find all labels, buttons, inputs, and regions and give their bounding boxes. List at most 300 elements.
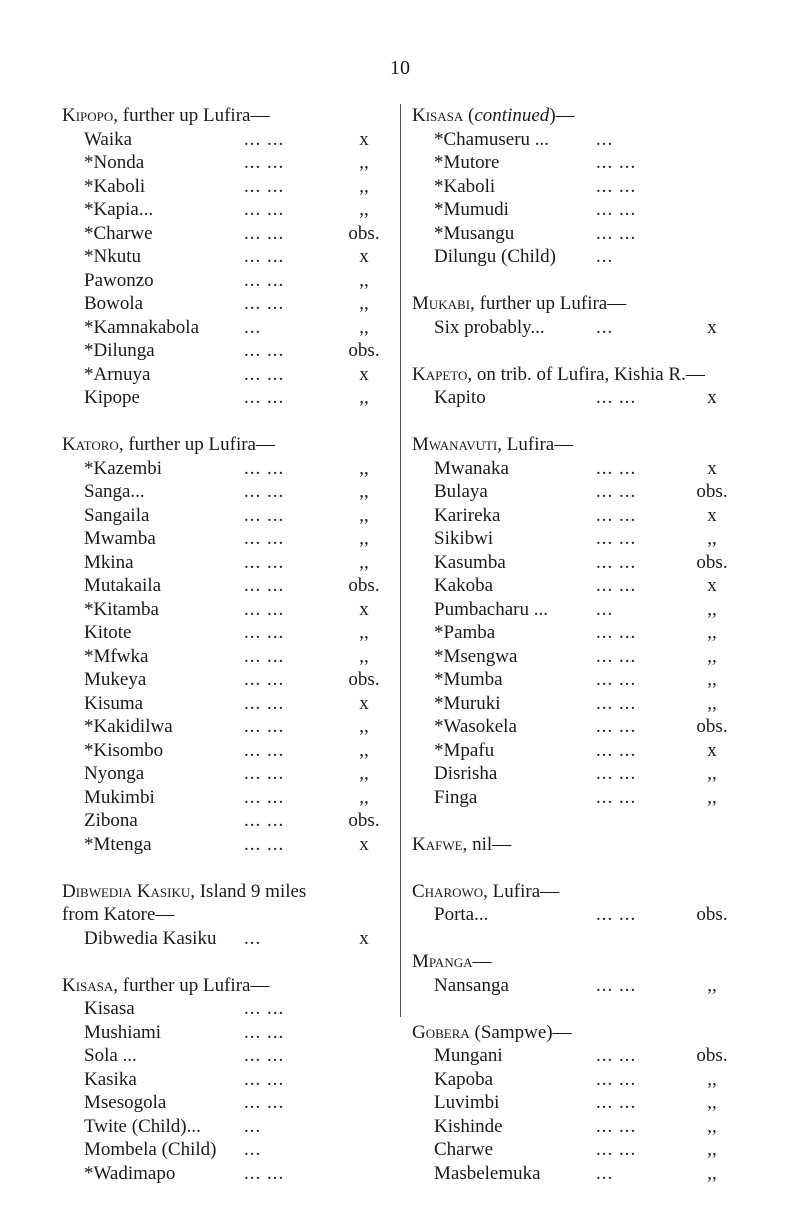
page-number: 10 — [390, 57, 410, 79]
entry-name: Mukimbi — [84, 786, 155, 808]
entry-mark: ,, — [707, 528, 717, 549]
leader-dots: ... ... — [596, 645, 637, 667]
entry-mark: ,, — [707, 1115, 717, 1137]
entry-name: Msesogola — [84, 1092, 167, 1113]
entry-mark: ,, — [707, 763, 717, 784]
heading-rest: Island 9 miles — [194, 880, 307, 902]
entry-name: *Wasokela — [434, 716, 517, 737]
list-item — [62, 551, 392, 575]
leader-dots: ... ... — [596, 387, 637, 408]
section-right-7 — [412, 1021, 792, 1186]
entry-name: *Pamba — [434, 622, 496, 643]
list-item — [412, 222, 792, 246]
entry-mark: ,, — [707, 1068, 717, 1090]
entry-name: *Kaboli — [84, 175, 146, 197]
heading-rest: nil— — [467, 833, 512, 855]
leader-dots: ... ... — [244, 1068, 285, 1090]
section-right-1 — [412, 292, 792, 339]
entry-mark: ,, — [359, 528, 369, 549]
entry-name: Kishinde — [434, 1115, 503, 1137]
leader-dots: ... — [244, 927, 262, 949]
list-item — [62, 292, 392, 316]
section-left-0 — [62, 104, 392, 410]
leader-dots: ... — [244, 1139, 262, 1160]
list-item — [412, 739, 792, 763]
section-right-4 — [412, 833, 792, 857]
list-item — [62, 1091, 392, 1115]
list-item — [412, 1068, 792, 1092]
list-item — [62, 927, 392, 951]
list-item — [412, 551, 792, 575]
entry-name: *Kazembi — [84, 457, 163, 479]
entry-mark: ,, — [359, 175, 369, 197]
heading-name: Dibwedia Kasiku, — [62, 880, 195, 902]
list-item — [412, 1044, 792, 1068]
entry-mark: obs. — [348, 340, 380, 361]
leader-dots: ... ... — [596, 763, 637, 784]
entry-mark: ,, — [707, 622, 717, 643]
entry-name: Kisuma — [84, 692, 144, 714]
list-item — [412, 316, 792, 340]
leader-dots: ... ... — [596, 1092, 637, 1113]
section-right-2 — [412, 363, 792, 410]
list-item — [62, 1138, 392, 1162]
entry-mark: obs. — [696, 716, 728, 737]
heading-name: Kisasa, — [62, 974, 119, 996]
entry-name: Mkina — [84, 551, 134, 573]
entry-name: Dibwedia Kasiku — [84, 927, 217, 949]
entry-mark: ,, — [359, 293, 369, 314]
leader-dots: ... ... — [244, 1045, 285, 1066]
leader-dots: ... ... — [596, 974, 637, 996]
entry-mark: obs. — [696, 551, 728, 573]
entry-name: *Charwe — [84, 222, 153, 244]
list-item — [412, 457, 792, 481]
leader-dots: ... ... — [244, 669, 285, 690]
heading-name: Kipopo, — [62, 105, 119, 126]
section-heading — [62, 104, 392, 128]
entry-name: Zibona — [84, 810, 138, 831]
heading-rest: Lufira— — [487, 880, 560, 902]
leader-dots: ... ... — [596, 1068, 637, 1090]
entry-name: Sanga... — [84, 481, 145, 502]
list-item — [62, 715, 392, 739]
list-item — [62, 997, 392, 1021]
entry-name: Kapoba — [434, 1068, 494, 1090]
entry-name: *Muruki — [434, 692, 501, 714]
leader-dots: ... ... — [244, 645, 285, 667]
entry-mark: ,, — [359, 504, 369, 526]
list-item — [412, 128, 792, 152]
entry-name: *Mutore — [434, 152, 500, 173]
entry-mark: ,, — [359, 199, 369, 220]
entry-name: Sangaila — [84, 504, 150, 526]
entry-name: Pawonzo — [84, 269, 154, 291]
entry-mark: obs. — [348, 222, 380, 244]
list-item — [412, 504, 792, 528]
list-item — [412, 762, 792, 786]
list-item — [62, 175, 392, 199]
entry-name: Kasumba — [434, 551, 506, 573]
entry-name: *Mumba — [434, 669, 503, 690]
section-heading — [62, 974, 392, 998]
leader-dots: ... ... — [244, 716, 285, 737]
entry-name: Disrisha — [434, 763, 498, 784]
entry-name: Six probably... — [434, 316, 545, 338]
list-item — [412, 598, 792, 622]
leader-dots: ... — [596, 246, 614, 267]
entry-name: *Mumudi — [434, 199, 509, 220]
entry-name: Nyonga — [84, 763, 145, 784]
list-item — [62, 527, 392, 551]
leader-dots: ... ... — [596, 528, 637, 549]
leader-dots: ... ... — [596, 457, 637, 479]
entry-mark: ,, — [707, 1162, 717, 1184]
leader-dots: ... ... — [596, 1115, 637, 1137]
entry-name: *Mpafu — [434, 739, 495, 761]
heading-rest: on trib. of Lufira, Kishia R.— — [472, 363, 705, 385]
leader-dots: ... ... — [596, 669, 637, 690]
section-left-2 — [62, 880, 392, 951]
list-item — [62, 480, 392, 504]
entry-mark: obs. — [348, 810, 380, 831]
list-item — [412, 903, 792, 927]
entry-mark: x — [359, 246, 369, 267]
entry-name: Kapito — [434, 387, 486, 408]
leader-dots: ... ... — [244, 528, 285, 549]
leader-dots: ... ... — [244, 1021, 285, 1043]
entry-name: *Mtenga — [84, 833, 152, 855]
section-heading — [412, 833, 792, 857]
list-item — [412, 786, 792, 810]
entry-mark: ,, — [359, 763, 369, 784]
section-heading — [412, 433, 792, 457]
entry-mark: x — [359, 363, 369, 385]
entry-mark: ,, — [359, 316, 369, 338]
section-left-1 — [62, 433, 392, 856]
leader-dots: ... — [596, 128, 614, 150]
list-item — [62, 128, 392, 152]
entry-mark: obs. — [348, 575, 380, 596]
leader-dots: ... ... — [244, 833, 285, 855]
leader-dots: ... ... — [244, 199, 285, 220]
entry-name: *Dilunga — [84, 340, 155, 361]
leader-dots: ... — [244, 1115, 262, 1137]
entry-mark: x — [707, 504, 717, 526]
section-heading — [412, 292, 792, 316]
list-item — [412, 386, 792, 410]
leader-dots: ... — [244, 316, 262, 338]
entry-mark: x — [359, 598, 369, 620]
entry-name: Waika — [84, 128, 133, 150]
right-column — [412, 104, 792, 1209]
leader-dots: ... ... — [244, 622, 285, 643]
entry-name: *Kamnakabola — [84, 316, 200, 338]
leader-dots: ... — [596, 316, 614, 338]
heading-rest: (continued)— — [463, 105, 575, 126]
entry-name: Mwanaka — [434, 457, 509, 479]
list-item — [62, 668, 392, 692]
list-item — [62, 809, 392, 833]
list-item — [62, 786, 392, 810]
section-left-3 — [62, 974, 392, 1186]
list-item — [412, 715, 792, 739]
list-item — [412, 175, 792, 199]
list-item — [62, 151, 392, 175]
leader-dots: ... ... — [596, 481, 637, 502]
entry-mark: ,, — [707, 786, 717, 808]
entry-name: Twite (Child)... — [84, 1115, 201, 1137]
entry-mark: x — [707, 457, 717, 479]
list-item — [412, 1091, 792, 1115]
entry-mark: ,, — [359, 786, 369, 808]
list-item — [62, 339, 392, 363]
entry-mark: x — [707, 575, 717, 596]
leader-dots: ... ... — [596, 551, 637, 573]
list-item — [412, 645, 792, 669]
heading-name: Gobera — [412, 1021, 470, 1043]
list-item — [62, 316, 392, 340]
heading-rest: further up Lufira— — [118, 974, 270, 996]
list-item — [412, 1138, 792, 1162]
list-item — [62, 504, 392, 528]
entry-mark: ,, — [707, 974, 717, 996]
list-item — [412, 574, 792, 598]
entry-name: Mutakaila — [84, 575, 162, 596]
list-item — [412, 974, 792, 998]
section-heading — [412, 1021, 792, 1045]
section-right-6 — [412, 950, 792, 997]
leader-dots: ... ... — [596, 692, 637, 714]
leader-dots: ... ... — [244, 293, 285, 314]
leader-dots: ... ... — [596, 175, 637, 197]
entry-name: Mombela (Child) — [84, 1139, 217, 1160]
section-heading — [62, 433, 392, 457]
leader-dots: ... ... — [244, 363, 285, 385]
entry-mark: ,, — [359, 645, 369, 667]
leader-dots: ... — [596, 1162, 614, 1184]
section-heading-line2: from Katore— — [62, 904, 175, 925]
leader-dots: ... ... — [596, 152, 637, 173]
entry-name: *Musangu — [434, 222, 515, 244]
leader-dots: ... ... — [596, 786, 637, 808]
leader-dots: ... ... — [596, 716, 637, 737]
entry-mark: obs. — [348, 669, 380, 690]
leader-dots: ... ... — [244, 551, 285, 573]
entry-name: Sikibwi — [434, 528, 494, 549]
entry-mark: ,, — [707, 1139, 717, 1160]
entry-name: Kipope — [84, 387, 140, 408]
list-item — [62, 833, 392, 857]
entry-name: Sola ... — [84, 1045, 137, 1066]
entry-mark: x — [359, 128, 369, 150]
entry-mark: obs. — [696, 904, 728, 925]
entry-mark: ,, — [707, 669, 717, 690]
list-item — [62, 1115, 392, 1139]
leader-dots: ... ... — [244, 998, 285, 1019]
leader-dots: ... ... — [244, 810, 285, 831]
list-item — [412, 480, 792, 504]
entry-mark: ,, — [359, 551, 369, 573]
entry-mark: x — [707, 316, 717, 338]
leader-dots: ... ... — [596, 222, 637, 244]
list-item — [62, 739, 392, 763]
entry-mark: ,, — [359, 481, 369, 502]
entry-name: Pumbacharu ... — [434, 598, 548, 620]
heading-name: Kafwe, — [412, 833, 468, 855]
entry-name: Porta... — [434, 904, 489, 925]
entry-mark: ,, — [359, 622, 369, 643]
list-item — [62, 457, 392, 481]
entry-name: Dilungu (Child) — [434, 246, 556, 267]
entry-mark: x — [359, 927, 369, 949]
list-item — [412, 692, 792, 716]
heading-name: Kisasa — [412, 105, 464, 126]
list-item — [62, 692, 392, 716]
leader-dots: ... ... — [244, 269, 285, 291]
heading-name: Kapeto, — [412, 363, 473, 385]
entry-name: *Chamuseru ... — [434, 128, 550, 150]
list-item — [412, 621, 792, 645]
leader-dots: ... ... — [244, 340, 285, 361]
leader-dots: ... ... — [244, 152, 285, 173]
entry-mark: x — [707, 387, 717, 408]
entry-mark: ,, — [707, 645, 717, 667]
entry-mark: ,, — [359, 457, 369, 479]
list-item — [412, 245, 792, 269]
leader-dots: ... ... — [244, 1092, 285, 1113]
leader-dots: ... ... — [244, 504, 285, 526]
entry-mark: ,, — [707, 692, 717, 714]
list-item — [62, 269, 392, 293]
section-right-0 — [412, 104, 792, 269]
entry-name: Karireka — [434, 504, 501, 526]
list-item — [62, 1021, 392, 1045]
list-item — [62, 574, 392, 598]
list-item — [62, 621, 392, 645]
entry-name: Bowola — [84, 293, 144, 314]
entry-name: Kakoba — [434, 575, 494, 596]
section-right-5 — [412, 880, 792, 927]
list-item — [412, 527, 792, 551]
entry-mark: x — [707, 739, 717, 761]
section-heading — [412, 363, 792, 387]
heading-rest: (Sampwe)— — [469, 1021, 572, 1043]
entry-mark: x — [359, 833, 369, 855]
entry-name: Kitote — [84, 622, 132, 643]
list-item — [62, 1044, 392, 1068]
entry-name: Mushiami — [84, 1021, 162, 1043]
list-item — [62, 245, 392, 269]
heading-rest: further up Lufira— — [118, 105, 270, 126]
entry-name: Bulaya — [434, 481, 488, 502]
entry-mark: ,, — [707, 1092, 717, 1113]
list-item — [62, 386, 392, 410]
heading-name: Katoro, — [62, 434, 124, 455]
leader-dots: ... ... — [244, 763, 285, 784]
leader-dots: ... ... — [244, 222, 285, 244]
leader-dots: ... ... — [244, 575, 285, 596]
heading-name: Mpanga— — [412, 951, 492, 972]
leader-dots: ... ... — [244, 457, 285, 479]
heading-italic: continued — [474, 105, 550, 126]
list-item — [62, 363, 392, 387]
list-item — [412, 668, 792, 692]
entry-name: Masbelemuka — [434, 1162, 541, 1184]
entry-name: Mungani — [434, 1045, 503, 1066]
list-item — [62, 762, 392, 786]
list-item — [62, 198, 392, 222]
entry-name: Charwe — [434, 1139, 494, 1160]
entry-name: Mukeya — [84, 669, 147, 690]
entry-mark: ,, — [359, 152, 369, 173]
leader-dots: ... ... — [244, 481, 285, 502]
entry-name: *Mfwka — [84, 645, 149, 667]
column-divider — [400, 104, 401, 1017]
entry-name: Kisasa — [84, 998, 135, 1019]
heading-name: Mukabi, — [412, 293, 475, 314]
section-heading — [412, 104, 792, 128]
entry-mark: obs. — [696, 481, 728, 502]
entry-name: *Kapia... — [84, 199, 154, 220]
heading-rest: further up Lufira— — [474, 293, 627, 314]
entry-name: Nansanga — [434, 974, 509, 996]
leader-dots: ... ... — [596, 199, 637, 220]
list-item — [62, 1068, 392, 1092]
leader-dots: ... — [596, 598, 614, 620]
leader-dots: ... ... — [244, 598, 285, 620]
list-item — [412, 198, 792, 222]
leader-dots: ... ... — [596, 904, 637, 925]
leader-dots: ... ... — [244, 246, 285, 267]
heading-name: Charowo, — [412, 880, 488, 902]
leader-dots: ... ... — [596, 622, 637, 643]
leader-dots: ... ... — [596, 504, 637, 526]
section-heading — [62, 880, 392, 904]
leader-dots: ... ... — [596, 1139, 637, 1160]
entry-mark: ,, — [359, 716, 369, 737]
entry-mark: obs. — [696, 1045, 728, 1066]
entry-name: *Arnuya — [84, 363, 151, 385]
leader-dots: ... ... — [596, 575, 637, 596]
section-heading — [412, 880, 792, 904]
leader-dots: ... ... — [244, 387, 285, 408]
entry-name: Mwamba — [84, 528, 156, 549]
entry-mark: ,, — [359, 387, 369, 408]
leader-dots: ... ... — [244, 1162, 285, 1184]
list-item — [62, 1162, 392, 1186]
list-item — [412, 151, 792, 175]
list-item — [62, 222, 392, 246]
section-heading — [412, 950, 792, 974]
heading-rest: further up Lufira— — [123, 434, 275, 455]
leader-dots: ... ... — [244, 739, 285, 761]
leader-dots: ... ... — [244, 786, 285, 808]
entry-name: *Kakidilwa — [84, 716, 173, 737]
entry-mark: x — [359, 692, 369, 714]
entry-name: *Wadimapo — [84, 1162, 176, 1184]
entry-mark: ,, — [359, 269, 369, 291]
list-item — [412, 1162, 792, 1186]
list-item — [412, 1115, 792, 1139]
list-item — [62, 645, 392, 669]
entry-name: Finga — [434, 786, 478, 808]
entry-name: *Msengwa — [434, 645, 518, 667]
entry-name: Kasika — [84, 1068, 137, 1090]
leader-dots: ... ... — [244, 128, 285, 150]
entry-name: *Nkutu — [84, 246, 141, 267]
leader-dots: ... ... — [596, 739, 637, 761]
